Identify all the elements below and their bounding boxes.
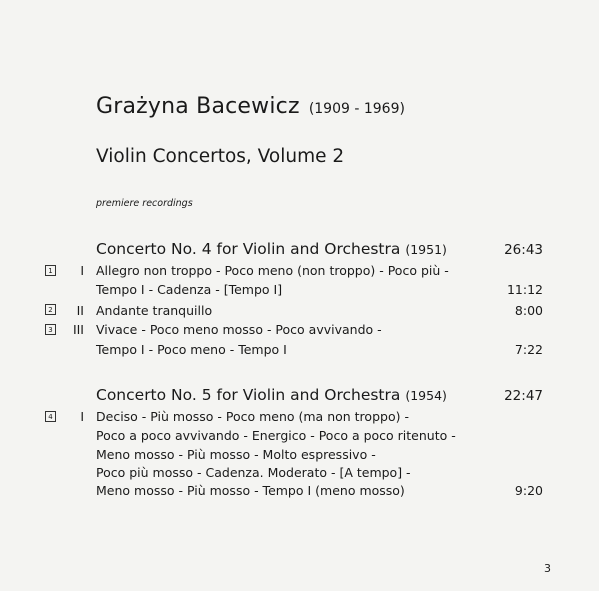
tempo-line: Vivace - Poco meno mosso - Poco avvivando - bbox=[96, 322, 382, 337]
tempo-line: Tempo I - Cadenza - [Tempo I] bbox=[96, 282, 283, 297]
tempo-line: Meno mosso - Più mosso - Tempo I (meno mosso) bbox=[96, 483, 405, 498]
track-number-box: 2 bbox=[45, 304, 56, 315]
track-duration: 7:22 bbox=[514, 342, 543, 357]
track-duration: 9:20 bbox=[514, 483, 543, 498]
work-title-text: Concerto No. 4 for Violin and Orchestra bbox=[96, 240, 401, 258]
page-number: 3 bbox=[544, 562, 551, 575]
track-duration: 8:00 bbox=[514, 303, 543, 318]
movement-number: II bbox=[76, 303, 84, 318]
movement-number: I bbox=[80, 409, 84, 424]
work-title-text: Concerto No. 5 for Violin and Orchestra bbox=[96, 386, 401, 404]
work-year: (1954) bbox=[405, 388, 447, 403]
composer-dates: (1909 - 1969) bbox=[308, 101, 405, 117]
tempo-line: Poco a poco avvivando - Energico - Poco a poco ritenuto - bbox=[96, 428, 456, 443]
album-subtitle: premiere recordings bbox=[96, 198, 193, 209]
tempo-line: Meno mosso - Più mosso - Molto espressivo - bbox=[96, 447, 376, 462]
tempo-line: Andante tranquillo bbox=[96, 303, 213, 318]
track-number-box: 3 bbox=[45, 324, 56, 335]
movement-number: III bbox=[72, 322, 84, 337]
track-number-box: 4 bbox=[45, 411, 56, 422]
work-year: (1951) bbox=[405, 242, 447, 257]
album-title: Violin Concertos, Volume 2 bbox=[96, 146, 345, 167]
composer-heading bbox=[96, 94, 405, 119]
work-title bbox=[96, 240, 447, 258]
tempo-line: Deciso - Più mosso - Poco meno (ma non troppo) - bbox=[96, 409, 409, 424]
tempo-line: Allegro non troppo - Poco meno (non troppo) - Poco più - bbox=[96, 263, 449, 278]
movement-number: I bbox=[80, 263, 84, 278]
work-duration: 26:43 bbox=[504, 242, 543, 258]
track-number-box: 1 bbox=[45, 265, 56, 276]
tempo-line: Poco più mosso - Cadenza. Moderato - [A tempo] - bbox=[96, 465, 411, 480]
work-duration: 22:47 bbox=[504, 388, 543, 404]
composer-name: Grażyna Bacewicz bbox=[96, 94, 300, 119]
track-duration: 11:12 bbox=[506, 282, 543, 297]
tempo-line: Tempo I - Poco meno - Tempo I bbox=[96, 342, 287, 357]
work-title bbox=[96, 386, 447, 404]
